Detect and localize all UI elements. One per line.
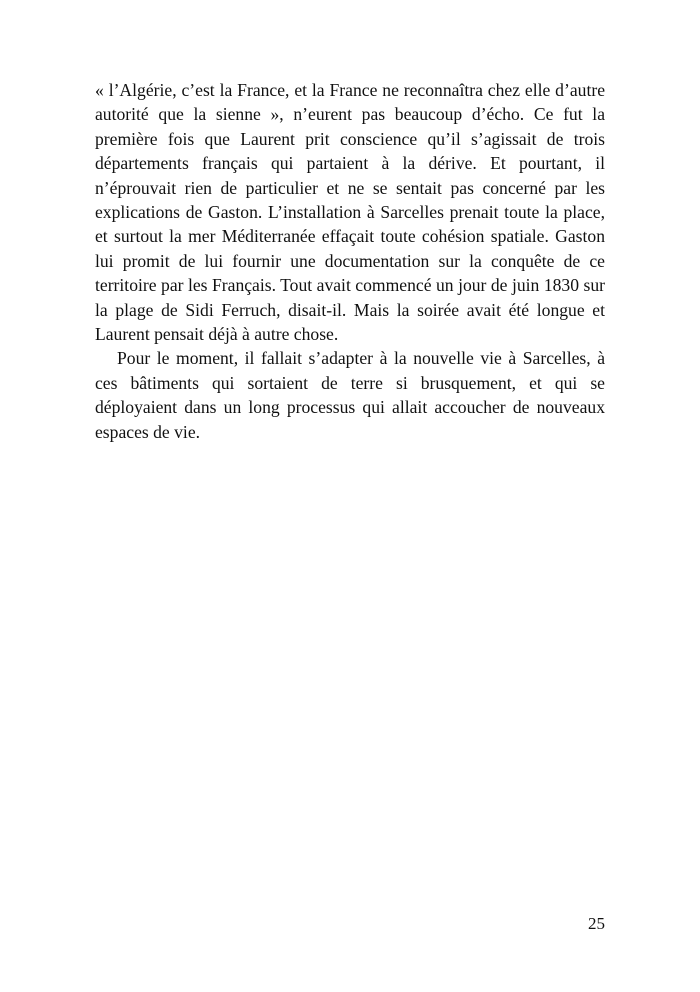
body-text: [95, 78, 605, 444]
paragraph-continued: « l’Algérie, c’est la France, et la France ne reconnaîtra chez elle d’autre autorité que la sienne », n’eurent pas beaucoup d’écho. Ce fut la première fois que Laurent prit conscience qu’il s’agissait de trois départements français qui partaient à la dérive. Et pourtant, il n’éprouvait rien de particulier et ne se sentait pas concerné par les explications de Gaston. L’installation à Sarcelles prenait toute la place, et surtout la mer Méditerranée effaçait toute cohésion spatiale. Gaston lui promit de lui fournir une documentation sur la conquête de ce territoire par les Français. Tout avait commencé un jour de juin 1830 sur la plage de Sidi Ferruch, disait-il. Mais la soirée avait été longue et Laurent pensait déjà à autre chose.: [95, 80, 605, 345]
page-number: 25: [588, 914, 605, 933]
paragraph-new: Pour le moment, il fallait s’adapter à la nouvelle vie à Sarcelles, à ces bâtiments qui sortaient de terre si brusquement, et qui se déployaient dans un long processus qui allait accoucher de nouveaux espaces de vie.: [95, 348, 605, 442]
